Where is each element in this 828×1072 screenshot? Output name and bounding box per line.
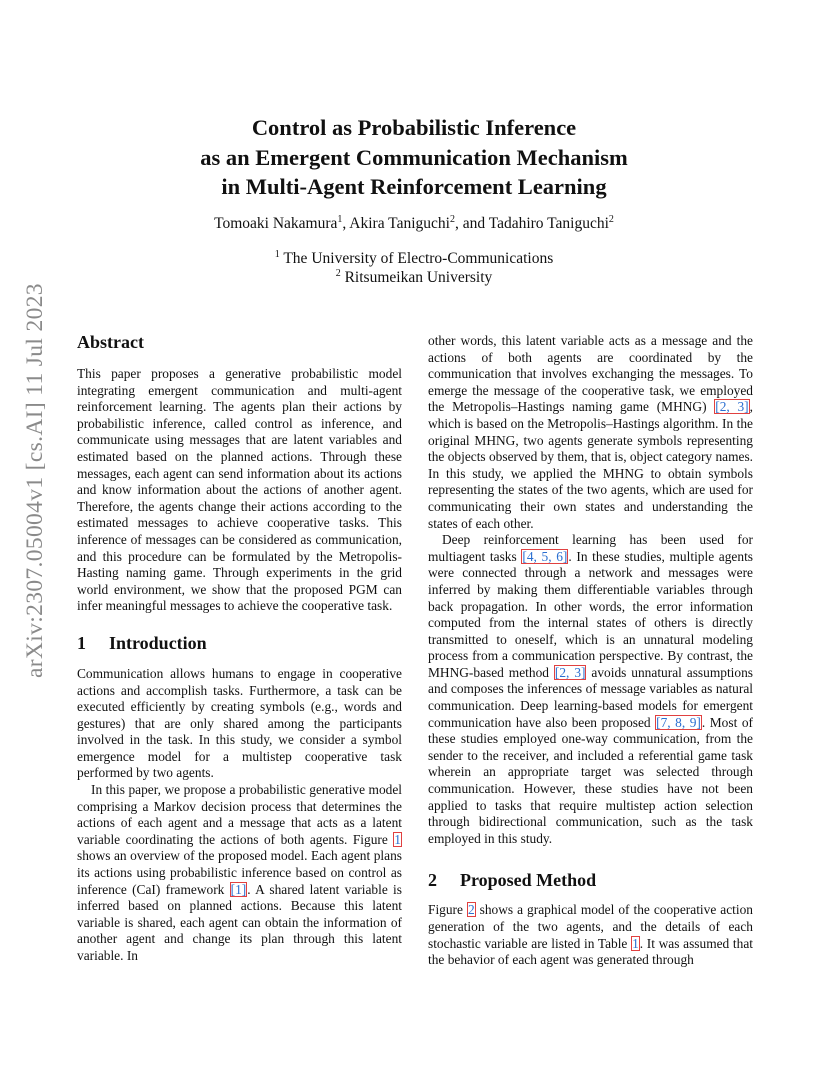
section-number: 2	[428, 870, 437, 891]
affiliation-name: Ritsumeikan University	[344, 269, 493, 286]
body-text: Figure	[428, 902, 467, 918]
intro-paragraph-1: Communication allows humans to engage in cooperative actions and accomplish tasks. Furthermore, a task can be executed efficiently by creating symbols (e.g., words and gestures) that are only shared among the participants involved in the task. In this study, we consider a symbol emergence model for a multistep cooperative task performed by two agents.	[77, 665, 402, 781]
section-title: Proposed Method	[460, 870, 597, 891]
body-text: . A shared latent variable is inferred based on planned actions. Because this latent variable is shared, each agent can obtain the information of another agent and change its plan through this latent variable. In	[77, 881, 402, 963]
affiliation-marker: 2	[335, 267, 341, 279]
intro-paragraph-3	[428, 532, 753, 847]
author-list	[110, 215, 718, 233]
left-column	[77, 330, 402, 965]
intro-paragraph-2-continued	[428, 333, 753, 532]
intro-paragraph-2	[77, 782, 402, 965]
figure-1-link[interactable]: 1	[394, 831, 401, 847]
affiliation-marker: 2	[608, 213, 614, 225]
title-line-2: as an Emergent Communication Mechanism	[200, 144, 628, 170]
citation-link[interactable]: [7, 8, 9]	[656, 714, 701, 730]
affiliation-marker: 1	[274, 248, 280, 260]
affiliation-marker: 2	[449, 213, 455, 225]
right-column	[428, 333, 753, 969]
title-line-1: Control as Probabilistic Inference	[251, 115, 577, 140]
body-text: In this paper, we propose a probabilistic generative model comprising a Markov decision process that determines the actions of each agent and a message that acts as a latent variable coordinating the actions of both agents. Figure	[77, 782, 402, 847]
method-paragraph-1	[428, 902, 753, 968]
table-1-link[interactable]: 1	[632, 935, 639, 951]
body-text: . In these studies, multiple agents were connected through a network and messages were inferred by making them differentiable variables through back propagation. In other words, the error information computed from the internal states of others is directly transmitted to oneself, which is an unnatural modeling process from a communication perspective. By contrast, the MHNG-based method	[428, 548, 753, 680]
figure-2-link[interactable]: 2	[467, 902, 475, 918]
paper-title	[110, 113, 718, 202]
author-name: Tadahiro Taniguchi	[488, 215, 609, 232]
affiliation-name: The University of Electro-Communications	[283, 250, 554, 267]
citation-link[interactable]: [4, 5, 6]	[522, 548, 568, 564]
section-heading-proposed-method	[428, 868, 753, 892]
body-text: Deep reinforcement learning has been used for multiagent tasks	[428, 532, 753, 564]
author-separator: ,	[342, 215, 350, 232]
abstract-heading: Abstract	[77, 332, 144, 352]
body-text: avoids unnatural assumptions and composes the inferences of message variables as natural communication. Deep learning-based models for emergent communication have also been proposed	[428, 664, 753, 730]
citation-link[interactable]: [2, 3]	[554, 664, 586, 680]
affiliation-list	[110, 249, 718, 287]
abstract-text: This paper proposes a generative probabilistic model integrating emergent communication and multi-agent reinforcement learning. The agents plan their actions by probabilistic inference, called control as inference, and communicate using messages that are latent variables and estimated based on the planned actions. Through these messages, each agent can send information about its actions and know information about the actions of another agent. Therefore, the agents change their actions according to the estimated messages to achieve cooperative tasks. This inference of messages can be considered as communication, and this procedure can be formulated by the Metropolis-Hasting naming game. Through experiments in the grid world environment, we show that the proposed PGM can infer meaningful messages to achieve the cooperative task.	[77, 366, 402, 614]
affiliation-item	[110, 249, 718, 268]
citation-link[interactable]: [2, 3]	[715, 399, 749, 415]
body-text: shows a graphical model of the cooperative action generation of the two agents, and the details of each stochastic variable are listed in Table	[428, 902, 753, 951]
body-text: other words, this latent variable acts as a message and the actions of both agents are coordinated by the communication that involves exchanging the messages. To emerge the message of the cooperative task, we employed the Metropolis–Hastings naming game (MHNG)	[428, 333, 753, 415]
section-heading-introduction	[77, 631, 402, 655]
author-separator: , and	[454, 215, 489, 232]
arxiv-identifier[interactable]: arXiv:2307.05004v1 [cs.AI] 11 Jul 2023	[22, 283, 48, 678]
author-name: Tomoaki Nakamura	[214, 215, 338, 232]
body-text: , which is based on the Metropolis–Hastings algorithm. In the original MHNG, two agents generate symbols representing the objects observed by them, that is, object category names. In this study, we applied the MHNG to obtain symbols representing the states of the two agents, which are used for communicating their own states and understanding the states of each other.	[428, 399, 753, 531]
section-title: Introduction	[109, 632, 207, 653]
affiliation-marker: 1	[337, 213, 343, 225]
body-text: . It was assumed that the behavior of each agent was generated through	[428, 935, 754, 968]
affiliation-item	[110, 268, 718, 287]
body-text: shows an overview of the proposed model. Each agent plans its actions using probabilistic inference based on control as inference (CaI) framework	[77, 848, 402, 897]
title-line-3: in Multi-Agent Reinforcement Learning	[221, 174, 607, 199]
body-text: . Most of these studies employed one-way communication, from the sender to the receiver, and included a referential game task wherein an appropriate target was selected through communication. However, these studies have not been applied to tasks that require multistep action selection through bidirectional communication, such as the task employed in this study.	[428, 714, 753, 846]
citation-link[interactable]: [1]	[230, 881, 247, 897]
section-number: 1	[77, 632, 86, 653]
author-name: Akira Taniguchi	[349, 215, 450, 232]
